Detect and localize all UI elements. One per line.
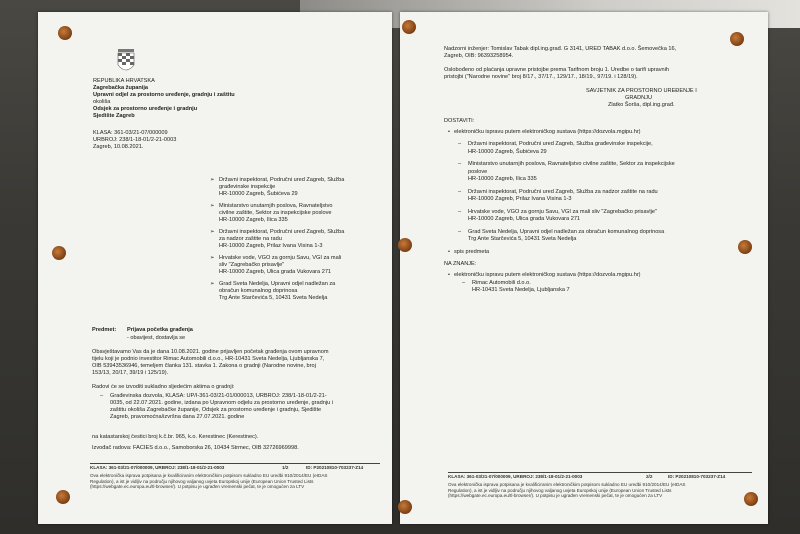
recipient-line: Ministarstvo unutarnjih poslova, Ravnateljstvo xyxy=(219,203,333,209)
reference-line: URBROJ: 238/1-18-01/2-21-0003 xyxy=(93,137,177,143)
subject-title: Prijava početka građenja xyxy=(127,327,193,333)
recipient-line: HR-10000 Zagreb, Prilaz Ivana Visina 1-3 xyxy=(219,243,323,249)
bullet-icon: • xyxy=(448,248,450,255)
footer-id: ID: P20210810-703237-Z14 xyxy=(668,474,726,479)
arrow-bullet-icon: ➢ xyxy=(210,177,215,183)
authority-header-line: Upravni odjel za prostorno uređenje, gradnju i zaštitu xyxy=(93,92,235,98)
authority-header-line: okoliša xyxy=(93,99,111,105)
subject-subtitle: - obavijest, dostavlja se xyxy=(127,335,186,341)
permit-line: 0035, od 22.07.2021. godine, izdana po Upravnom odjelu za prostorno uređenje, gradnju i xyxy=(110,400,333,406)
footer-note-line: Ova elektronička isprava potpisana je kvalificiranim elektroničkim potpisom sukladno EU uredbi 910/2014/EU (eIDAS xyxy=(448,482,686,487)
footer-note-line: Ova elektronička isprava potpisana je kvalificiranim elektroničkim potpisom sukladno EU uredbi 910/2014/EU (eIDAS xyxy=(90,473,328,478)
recipient-line: Hrvatske vode, VGO za gornju Savu, VGI za mali xyxy=(219,255,342,261)
recipient-line: Državni inspektorat, Područni ured Zagreb, Služba xyxy=(219,229,345,235)
dash-bullet-icon: – xyxy=(462,279,466,286)
pin-icon xyxy=(738,240,752,254)
recipient-line: za nadzor zaštite na radu xyxy=(219,236,282,242)
document-page-2 xyxy=(400,12,768,524)
footer-note-line: Regulation), a ist je vidljiv na području njihovog valjanog uvjeta Europskoj unije (European Union Trusted Lists xyxy=(448,487,672,493)
recipient-line: sliv "Zagrebačko prisavlje" xyxy=(219,262,285,268)
recipient-line: civilne zaštite, Sektor za inspekcijske poslove xyxy=(219,210,332,216)
footer-klasa: KLASA: 361-03/21-07/000009, URBROJ: 238/1-18-01/2-21-0003 xyxy=(448,474,583,479)
reference-line: Zagreb, 10.08.2021. xyxy=(93,144,144,150)
cc-method: elektroničku ispravu putem elektroničkog sustava (https://dozvola.mgipu.hr) xyxy=(454,271,641,278)
body-paragraph-line: OIB 53943536946, temeljem članka 131. stavka 1. Zakona o gradnji (Narodne novine, broj xyxy=(92,363,316,369)
dostaviti-heading: DOSTAVITI: xyxy=(444,118,475,124)
footer-note-line: (https://webgate.ec.europa.eu/tl-browser/). U potpisu je ugrađen vremenski pečat, te je omogućen za LTV xyxy=(90,484,305,490)
document-page-1 xyxy=(38,12,392,524)
cc-recipient: Rimac Automobili d.o.o. xyxy=(472,279,531,286)
dash-bullet-icon: – xyxy=(458,141,462,147)
body-paragraph-line: Obavještavamo Vas da je dana 10.08.2021. godine prijavljen početak građenja ovom upravnom xyxy=(92,349,329,355)
recipient-line: Trg Ante Starčevića 5, 10431 Sveta Nedelja xyxy=(219,295,328,301)
pin-icon xyxy=(402,20,416,34)
pin-icon xyxy=(398,500,412,514)
signer-title: SAVJETNIK ZA PROSTORNO UREĐENJE I xyxy=(586,88,697,94)
recipient-line: HR-10000 Zagreb, Šubićeva 29 xyxy=(219,191,298,197)
coat-of-arms-icon xyxy=(116,47,136,75)
footer-divider xyxy=(448,472,752,473)
arrow-bullet-icon: ➢ xyxy=(210,281,215,287)
reference-line: KLASA: 361-03/21-07/000009 xyxy=(93,130,168,136)
dash-bullet-icon: – xyxy=(458,161,462,167)
dash-bullet-icon: – xyxy=(458,208,462,215)
pin-icon xyxy=(52,246,66,260)
pin-icon xyxy=(58,26,72,40)
pin-icon xyxy=(744,492,758,506)
contractor-line: Izvođač radova: FACIES d.o.o., Samoborska 26, 10434 Strmec, OIB 32726969998. xyxy=(92,445,299,451)
signer-name: Zlatko Šorša, dipl.ing.građ. xyxy=(608,102,675,108)
supervisor-line: Nadzorni inženjer: Tomislav Tabak dipl.ing.građ. G 3141, URED TABAK d.o.o. Šemovečka 16, xyxy=(444,46,677,52)
authority-header-line: REPUBLIKA HRVATSKA xyxy=(93,78,155,84)
permit-line: Zagreb, pravomoćna/izvršna dana 27.07.2021. godine xyxy=(110,414,245,420)
authority-header-line: Zagrebačka županija xyxy=(93,85,149,91)
authority-header-line: Sjedište Zagreb xyxy=(93,113,135,119)
recipient-line: Grad Sveta Nedelja, Upravni odjel nadležan za xyxy=(219,281,336,287)
recipient-line: Državni inspektorat, Područni ured Zagreb, Služba xyxy=(219,177,345,183)
subject-label: Predmet: xyxy=(92,327,117,333)
dash-bullet-icon: – xyxy=(458,188,462,195)
permit-line: Građevinska dozvola, KLASA: UP/I-361-03/21-01/000013, URBROJ: 238/1-18-01/2-21- xyxy=(110,393,327,399)
delivery-recipient-line: Grad Sveta Nedelja, Upravni odjel nadležan za obračun komunalnog doprinosa xyxy=(468,228,665,235)
delivery-recipient-line: Državni inspektorat, Područni ured Zagreb, Služba građevinske inspekcije, xyxy=(468,141,653,147)
na-znanje-heading: NA ZNANJE: xyxy=(444,260,477,267)
body-paragraph-line: tijelu koji je podnio investitor Rimac Automobili d.o.o., HR-10431 Sveta Nedelja, Ljubljanska 7, xyxy=(92,356,325,362)
delivery-file-item: spis predmeta xyxy=(454,248,490,255)
delivery-method: elektroničku ispravu putem elektroničkog sustava (https://dozvola.mgipu.hr) xyxy=(454,129,641,135)
cc-recipient: HR-10431 Sveta Nedelja, Ljubljanska 7 xyxy=(472,286,570,293)
arrow-bullet-icon: ➢ xyxy=(210,229,215,235)
delivery-recipient-line: HR-10000 Zagreb, Ilica 335 xyxy=(468,176,537,182)
fee-exemption-line: pristojbi ("Narodne novine" broj 8/17., 37/17., 129/17., 18/19., 97/19. i 128/19). xyxy=(444,74,638,80)
delivery-recipient-line: HR-10000 Zagreb, Šubićeva 29 xyxy=(468,148,547,155)
body-paragraph-line: na katastarskoj čestici broj k.č.br. 965, k.o. Kerestinec (Kerestinec). xyxy=(92,434,259,440)
footer-note-line: Regulation), a ist je vidljiv na području njihovog valjanog uvjeta Europskoj unije (European Union Trusted Lists xyxy=(90,478,314,484)
footer-note-line: (https://webgate.ec.europa.eu/tl-browser/). U potpisu je ugrađen vremenski pečat, te je omogućen za LTV xyxy=(448,493,663,499)
delivery-recipient-line: poslove xyxy=(468,168,488,175)
dash-bullet-icon: – xyxy=(458,228,462,235)
bullet-icon: • xyxy=(448,129,450,135)
authority-header-line: Odsjek za prostorno uređenje i gradnju xyxy=(93,106,198,112)
footer-divider xyxy=(90,463,380,464)
arrow-bullet-icon: ➢ xyxy=(210,255,215,261)
arrow-bullet-icon: ➢ xyxy=(210,203,215,209)
delivery-recipient-line: HR-10000 Zagreb, Ulica grada Vukovara 271 xyxy=(468,216,581,222)
delivery-recipient-line: Ministarstvo unutarnjih poslova, Ravnateljstvo civilne zaštite, Sektor za inspekcijske xyxy=(468,161,675,167)
supervisor-line: Zagreb, OIB: 96393258954. xyxy=(444,53,514,59)
recipient-line: obračun komunalnog doprinosa xyxy=(219,288,298,294)
footer-page: 1/2 xyxy=(282,465,289,470)
footer-klasa: KLASA: 361-03/21-07/000009, URBROJ: 238/1-18-01/2-21-0003 xyxy=(90,465,225,470)
pin-icon xyxy=(398,238,412,252)
signer-title: GRADNJU xyxy=(625,95,653,101)
bullet-icon: • xyxy=(448,271,450,278)
body-paragraph-line: Radovi će se izvoditi sukladno sljedećim aktima o gradnji: xyxy=(92,384,235,390)
delivery-recipient-line: Hrvatske vode, VGO za gornju Savu, VGI za mali sliv "Zagrebačko prisavlje" xyxy=(468,208,657,215)
body-paragraph-line: 153/13, 20/17, 39/19 i 125/19). xyxy=(92,370,169,376)
footer-page: 2/2 xyxy=(646,474,653,479)
delivery-recipient-line: Državni inspektorat, Područni ured Zagreb, Služba za nadzor zaštite na radu xyxy=(468,188,658,195)
delivery-recipient-line: Trg Ante Starčevića 5, 10431 Sveta Nedelja xyxy=(468,236,577,242)
recipient-line: HR-10000 Zagreb, Ulica grada Vukovara 271 xyxy=(219,269,332,275)
recipient-line: građevinske inspekcije xyxy=(219,184,276,190)
delivery-recipient-line: HR-10000 Zagreb, Prilaz Ivana Visina 1-3 xyxy=(468,196,572,202)
permit-line: zaštitu okoliša Zagrebačke županije, Odsjek za prostorno uređenje i gradnju, Sjedište xyxy=(110,407,322,413)
pin-icon xyxy=(56,490,70,504)
dash-bullet-icon: – xyxy=(100,393,104,399)
fee-exemption-line: Oslobođeno od plaćanja upravne pristojbe prema Tarifnom broju 1. Uredbe o tarifi upravnih xyxy=(444,67,670,73)
recipient-line: HR-10000 Zagreb, Ilica 335 xyxy=(219,217,288,223)
footer-id: ID: P20210810-703237-Z14 xyxy=(306,465,364,470)
pin-icon xyxy=(730,32,744,46)
